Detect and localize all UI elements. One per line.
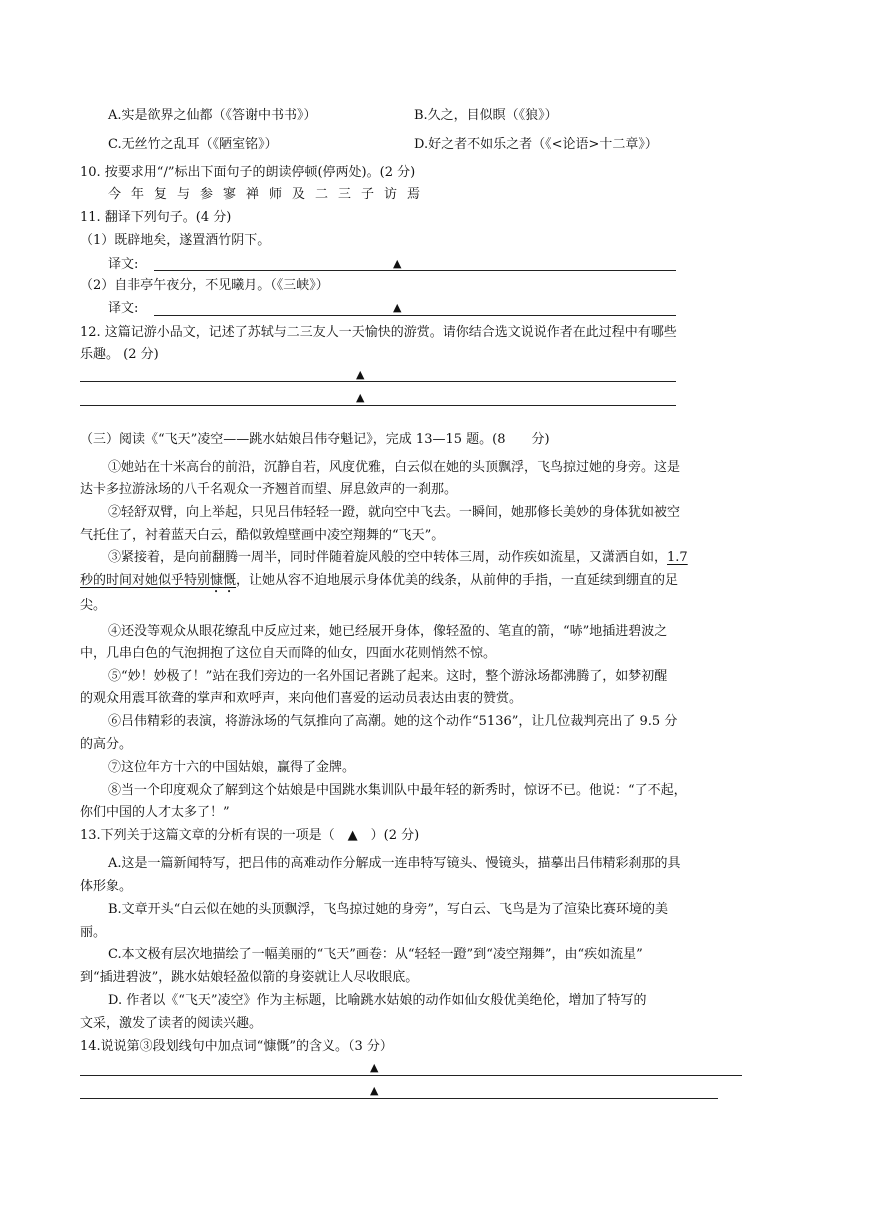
passage-p7: ⑦这位年方十六的中国姑娘，赢得了金牌。	[108, 760, 356, 775]
passage-p5-line-2: 的观众用震耳欲聋的掌声和欢呼声，来向他们喜爱的运动员表达由衷的赞赏。	[80, 691, 523, 706]
passage-p1-line-2: 达卡多拉游泳场的八千名观众一齐翘首而望、屏息敛声的一刹那。	[80, 482, 458, 497]
q9-option-d: D.好之者不如乐之者（《<论语>十二章》）	[414, 137, 658, 152]
answer-marker: ▲	[370, 1061, 379, 1074]
q13-option-b-line-2: 丽。	[80, 925, 107, 940]
q13-option-c-line-1: C.本文极有层次地描绘了一幅美丽的“飞天”画卷：从“轻轻一蹬”到“凌空翔舞”，由“疾如流星”	[108, 947, 643, 962]
passage-p3-rest: ，让她从容不迫地展示身体优美的线条，从前伸的手指，一直延续到绷直的足	[236, 573, 679, 588]
passage-p8-line-1: ⑧当一个印度观众了解到这个姑娘是中国跳水集训队中最年轻的新秀时，惊讶不已。他说：“了不起，	[108, 783, 687, 798]
q14-answer-line-1[interactable]	[80, 1075, 742, 1076]
q13-option-b-line-1: B.文章开头“白云似在她的头顶飘浮，飞鸟掠过她的身旁”，写白云、飞鸟是为了渲染比赛环境的美	[108, 902, 668, 917]
q14-answer-line-2[interactable]	[80, 1098, 718, 1099]
answer-marker: ▲	[356, 391, 365, 404]
passage-p2-line-2: 气托住了，衬着蓝天白云，酷似敦煌壁画中凌空翔舞的“飞天”。	[80, 528, 445, 543]
passage-p3-line-2	[80, 572, 678, 596]
q12-stem-line-1: 12. 这篇记游小品文，记述了苏轼与二三友人一天愉快的游赏。请你结合选文说说作者在此过程中有哪些	[80, 325, 677, 340]
underlined-sentence-start: 1.7	[667, 550, 688, 565]
q11-translation-label-1: 译文:	[108, 257, 139, 272]
passage-p2-line-1: ②轻舒双臂，向上举起，只见吕伟轻轻一蹬，就向空中飞去。一瞬间，她那修长美妙的身体犹如被空	[108, 505, 681, 520]
q13-option-d-line-2: 文采，激发了读者的阅读兴趣。	[80, 1016, 263, 1031]
passage-p5-line-1: ⑤“妙！妙极了！”站在我们旁边的一名外国记者跳了起来。这时，整个游泳场都沸腾了，如梦初醒	[108, 669, 668, 684]
passage-p4-line-1: ④还没等观众从眼花缭乱中反应过来，她已经展开身体，像轻盈的、笔直的箭，“哧”地插进碧波之	[108, 624, 668, 639]
q9-option-b: B.久之，目似瞑（《狼》）	[414, 108, 558, 123]
passage-p3-line-1	[108, 549, 688, 566]
q13-stem: 13.下列关于这篇文章的分析有误的一项是（ ▲ ）(2 分)	[80, 828, 420, 843]
underlined-sentence: 秒的时间对她似乎特别	[80, 573, 211, 588]
q11-answer-line-2[interactable]	[154, 315, 676, 316]
q12-answer-line-2[interactable]	[80, 405, 676, 406]
q9-option-a: A.实是欲界之仙都（《答谢中书书》）	[108, 108, 317, 123]
q13-option-a-line-1: A.这是一篇新闻特写，把吕伟的高难动作分解成一连串特写镜头、慢镜头，描摹出吕伟精彩刹那的具	[108, 856, 681, 871]
q10-sentence: 今年复与参寥禅师及二三子访焉	[108, 187, 431, 202]
section-3-heading: （三）阅读《“飞天”凌空——跳水姑娘吕伟夺魁记》，完成 13—15 题。(8 分)	[80, 432, 550, 447]
answer-marker: ▲	[393, 301, 402, 314]
passage-p3-text: ③紧接着，是向前翻腾一周半，同时伴随着旋风般的空中转体三周，动作疾如流星，又潇洒自如，	[108, 550, 668, 565]
passage-p6-line-2: 的高分。	[80, 737, 133, 752]
answer-marker: ▲	[356, 368, 365, 381]
passage-p6-line-1: ⑥吕伟精彩的表演，将游泳场的气氛推向了高潮。她的这个动作“5136”，让几位裁判亮出了 9.5 分	[108, 714, 678, 729]
answer-marker: ▲	[393, 257, 402, 270]
q9-option-c: C.无丝竹之乱耳（《陋室铭》）	[108, 137, 278, 152]
q12-answer-line-1[interactable]	[80, 381, 676, 382]
q12-stem-line-2: 乐趣。 (2 分)	[80, 347, 159, 362]
q11-answer-line-1[interactable]	[154, 270, 676, 271]
passage-p3-line-3: 尖。	[80, 598, 107, 613]
dotted-word-kangkai: 慷慨	[210, 573, 237, 588]
q11-stem: 11. 翻译下列句子。(4 分)	[80, 210, 232, 225]
q11-item-1: （1）既辟地矣，遂置酒竹阴下。	[80, 233, 271, 248]
q14-stem: 14.说说第③段划线句中加点词“慷慨”的含义。（3 分）	[80, 1039, 393, 1054]
passage-p1-line-1: ①她站在十米高台的前沿，沉静自若，风度优雅，白云似在她的头顶飘浮，飞鸟掠过她的身旁。这是	[108, 460, 681, 475]
q13-option-c-line-2: 到“插进碧波”，跳水姑娘轻盈似箭的身姿就让人尽收眼底。	[80, 970, 419, 985]
q10-stem: 10. 按要求用“/”标出下面句子的朗读停顿(停两处)。(2 分)	[80, 165, 416, 180]
q11-translation-label-2: 译文:	[108, 301, 139, 316]
answer-marker: ▲	[370, 1084, 379, 1097]
q11-item-2: （2）自非亭午夜分，不见曦月。（《三峡》）	[80, 278, 329, 293]
q13-option-a-line-2: 体形象。	[80, 879, 133, 894]
passage-p4-line-2: 中，几串白色的气泡拥抱了这位自天而降的仙女，四面水花则悄然不惊。	[80, 646, 497, 661]
passage-p8-line-2: 你们中国的人才太多了！”	[80, 805, 230, 820]
q13-option-d-line-1: D. 作者以《“飞天”凌空》作为主标题，比喻跳水姑娘的动作如仙女般优美绝伦，增加了特写的	[108, 993, 647, 1008]
